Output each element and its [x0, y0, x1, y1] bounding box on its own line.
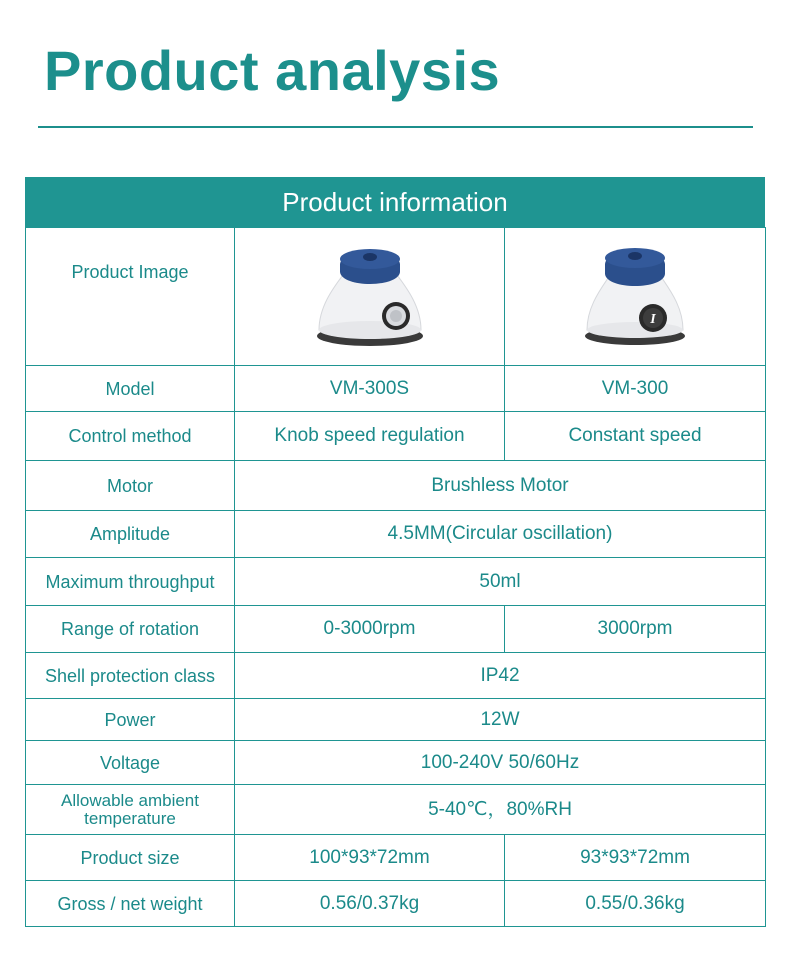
table-row-shell-protection: [26, 653, 766, 699]
table-row-voltage: [26, 741, 766, 785]
spec-table: [25, 227, 766, 927]
row-value: 4.5MM(Circular oscillation): [235, 511, 766, 558]
table-row-image: [26, 228, 766, 366]
table-row-amplitude: [26, 511, 766, 558]
row-label: Maximum throughput: [26, 558, 235, 606]
row-value: VM-300S: [235, 366, 505, 412]
row-value: Constant speed: [505, 412, 766, 461]
table-row-power: [26, 699, 766, 741]
table-row-ambient-temperature: [26, 785, 766, 835]
row-value: 93*93*72mm: [505, 835, 766, 881]
title-divider: [38, 126, 753, 128]
table-header: Product information: [25, 177, 765, 227]
row-value: 5-40℃，80%RH: [235, 785, 766, 835]
row-value: 12W: [235, 699, 766, 741]
row-value: VM-300: [505, 366, 766, 412]
product-image-cell-1: [235, 228, 505, 366]
table-row-max-throughput: [26, 558, 766, 606]
row-label: Gross / net weight: [26, 881, 235, 927]
row-label: Model: [26, 366, 235, 412]
row-value: 0.56/0.37kg: [235, 881, 505, 927]
product-info-table: [25, 177, 765, 927]
row-label: Control method: [26, 412, 235, 461]
table-row-model: [26, 366, 766, 412]
vortex-mixer-constant-image: [575, 242, 695, 352]
vortex-mixer-knob-image: [310, 242, 430, 352]
row-value: 0.55/0.36kg: [505, 881, 766, 927]
row-value: 0-3000rpm: [235, 606, 505, 653]
row-label: Shell protection class: [26, 653, 235, 699]
row-label: Product size: [26, 835, 235, 881]
row-value: 100-240V 50/60Hz: [235, 741, 766, 785]
row-label: Motor: [26, 461, 235, 511]
row-value: 50ml: [235, 558, 766, 606]
row-label: Power: [26, 699, 235, 741]
product-image-cell-2: [505, 228, 766, 366]
row-value: Knob speed regulation: [235, 412, 505, 461]
row-label: Product Image: [26, 228, 235, 366]
row-value: 3000rpm: [505, 606, 766, 653]
table-row-motor: [26, 461, 766, 511]
row-label: Voltage: [26, 741, 235, 785]
row-label: Amplitude: [26, 511, 235, 558]
row-value: IP42: [235, 653, 766, 699]
table-row-range-of-rotation: [26, 606, 766, 653]
row-label: Range of rotation: [26, 606, 235, 653]
row-value: 100*93*72mm: [235, 835, 505, 881]
row-label: Allowable ambient temperature: [26, 785, 235, 835]
svg-text:I: I: [650, 311, 656, 327]
row-value: Brushless Motor: [235, 461, 766, 511]
page-title: Product analysis: [44, 39, 501, 102]
table-row-control-method: [26, 412, 766, 461]
table-row-product-size: [26, 835, 766, 881]
table-row-weight: [26, 881, 766, 927]
